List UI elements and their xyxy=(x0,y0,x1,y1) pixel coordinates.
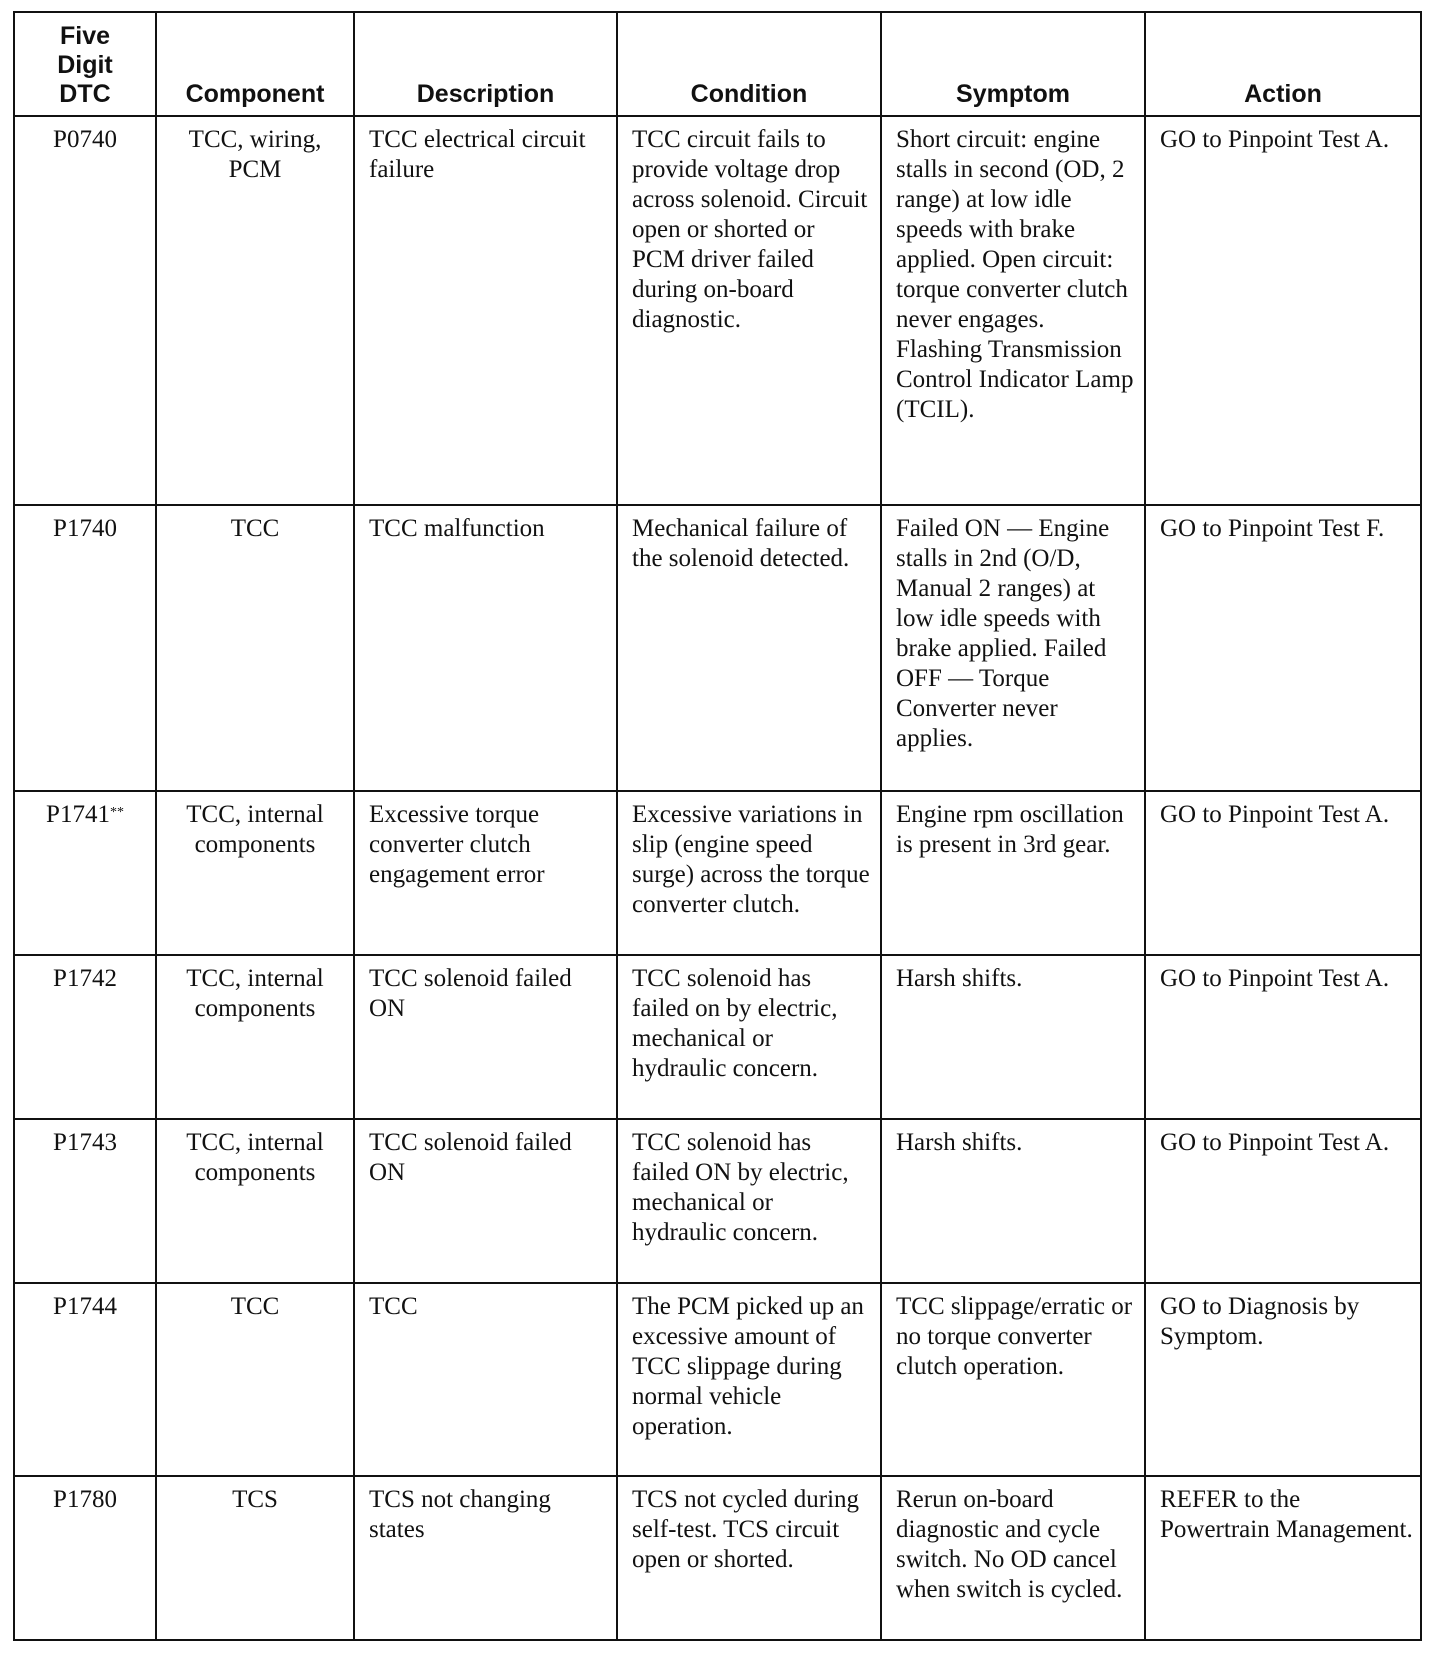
header-symptom: Symptom xyxy=(881,12,1145,116)
dtc-cell xyxy=(14,1283,156,1476)
description-cell: TCC electrical circuit failure xyxy=(354,116,617,505)
dtc-cell xyxy=(14,1476,156,1640)
condition-cell: TCS not cycled during self-test. TCS circuit open or shorted. xyxy=(617,1476,881,1640)
condition-cell: The PCM picked up an excessive amount of TCC slippage during normal vehicle operation. xyxy=(617,1283,881,1476)
dtc-table-container xyxy=(13,11,1420,1641)
dtc-code: P1742 xyxy=(53,965,117,992)
description-cell: TCS not changing states xyxy=(354,1476,617,1640)
condition-cell: Excessive variations in slip (engine speed surge) across the torque converter clutch. xyxy=(617,791,881,955)
action-cell: GO to Pinpoint Test A. xyxy=(1145,116,1421,505)
dtc-code: P0740 xyxy=(53,126,117,153)
dtc-code: P1744 xyxy=(53,1293,117,1320)
table-row xyxy=(14,955,1421,1119)
description-cell: Excessive torque converter clutch engagement error xyxy=(354,791,617,955)
table-row xyxy=(14,1476,1421,1640)
symptom-cell: Harsh shifts. xyxy=(881,955,1145,1119)
action-cell: GO to Pinpoint Test A. xyxy=(1145,1119,1421,1283)
component-cell: TCC xyxy=(156,1283,354,1476)
action-cell: GO to Pinpoint Test A. xyxy=(1145,791,1421,955)
symptom-cell: Rerun on-board diagnostic and cycle switch. No OD cancel when switch is cycled. xyxy=(881,1476,1145,1640)
dtc-cell xyxy=(14,116,156,505)
header-dtc xyxy=(14,12,156,116)
header-dtc-label: Five Digit DTC xyxy=(57,22,113,108)
dtc-note: ** xyxy=(109,805,124,820)
symptom-cell: Failed ON — Engine stalls in 2nd (O/D, Manual 2 ranges) at low idle speeds with brake applied. Failed OFF — Torque Converter never applies. xyxy=(881,505,1145,791)
dtc-cell xyxy=(14,1119,156,1283)
header-condition: Condition xyxy=(617,12,881,116)
condition-cell: TCC circuit fails to provide voltage drop across solenoid. Circuit open or shorted or PCM driver failed during on-board diagnostic. xyxy=(617,116,881,505)
action-cell: GO to Pinpoint Test A. xyxy=(1145,955,1421,1119)
component-cell: TCS xyxy=(156,1476,354,1640)
action-cell: GO to Pinpoint Test F. xyxy=(1145,505,1421,791)
table-row xyxy=(14,116,1421,505)
condition-cell: TCC solenoid has failed on by electric, mechanical or hydraulic concern. xyxy=(617,955,881,1119)
header-row xyxy=(14,12,1421,116)
description-cell: TCC solenoid failed ON xyxy=(354,955,617,1119)
header-description: Description xyxy=(354,12,617,116)
table-row xyxy=(14,1283,1421,1476)
dtc-cell xyxy=(14,955,156,1119)
dtc-cell xyxy=(14,505,156,791)
component-cell: TCC, internal components xyxy=(156,955,354,1119)
component-cell: TCC xyxy=(156,505,354,791)
description-cell: TCC xyxy=(354,1283,617,1476)
condition-cell: TCC solenoid has failed ON by electric, mechanical or hydraulic concern. xyxy=(617,1119,881,1283)
component-cell: TCC, wiring, PCM xyxy=(156,116,354,505)
action-cell: GO to Diagnosis by Symptom. xyxy=(1145,1283,1421,1476)
symptom-cell: Harsh shifts. xyxy=(881,1119,1145,1283)
dtc-table xyxy=(13,11,1422,1641)
table-row xyxy=(14,505,1421,791)
table-row xyxy=(14,791,1421,955)
symptom-cell: Engine rpm oscillation is present in 3rd gear. xyxy=(881,791,1145,955)
header-action: Action xyxy=(1145,12,1421,116)
description-cell: TCC malfunction xyxy=(354,505,617,791)
header-component: Component xyxy=(156,12,354,116)
dtc-code: P1743 xyxy=(53,1129,117,1156)
component-cell: TCC, internal components xyxy=(156,1119,354,1283)
symptom-cell: Short circuit: engine stalls in second (OD, 2 range) at low idle speeds with brake applied. Open circuit: torque converter clutch never engages. Flashing Transmission Control Indicator Lamp (TCIL). xyxy=(881,116,1145,505)
dtc-code: P1741 xyxy=(46,801,110,828)
dtc-code: P1780 xyxy=(53,1486,117,1513)
dtc-code: P1740 xyxy=(53,515,117,542)
condition-cell: Mechanical failure of the solenoid detected. xyxy=(617,505,881,791)
action-cell: REFER to the Powertrain Management. xyxy=(1145,1476,1421,1640)
dtc-cell xyxy=(14,791,156,955)
symptom-cell: TCC slippage/erratic or no torque converter clutch operation. xyxy=(881,1283,1145,1476)
component-cell: TCC, internal components xyxy=(156,791,354,955)
description-cell: TCC solenoid failed ON xyxy=(354,1119,617,1283)
table-row xyxy=(14,1119,1421,1283)
